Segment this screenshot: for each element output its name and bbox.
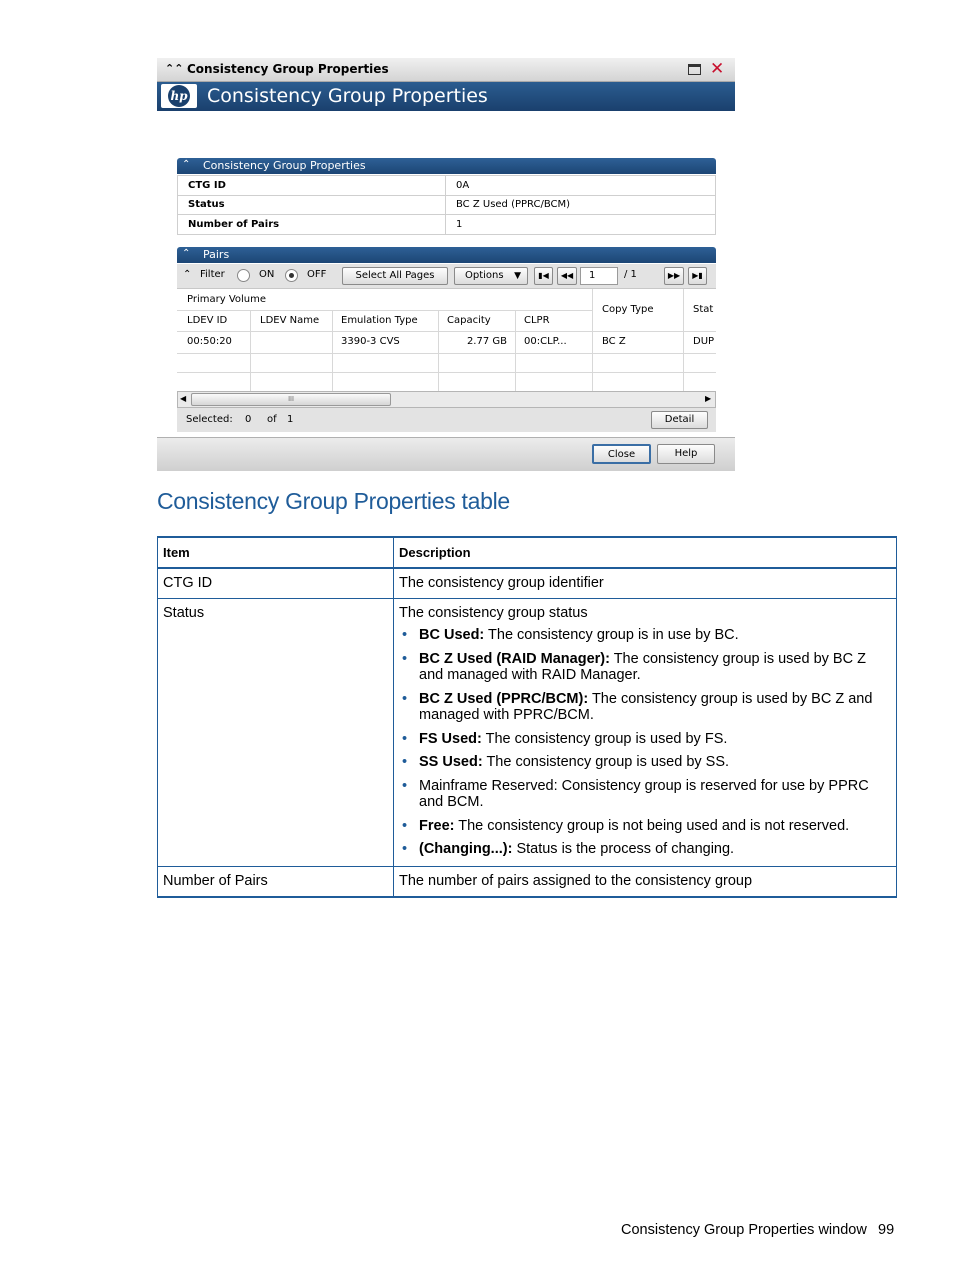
detail-button[interactable]: Detail <box>651 411 708 429</box>
help-button[interactable]: Help <box>657 444 715 464</box>
primary-volume-group-header: Primary Volume <box>187 294 267 305</box>
filter-collapse-icon[interactable]: ⌃ <box>183 269 192 280</box>
grid-divider <box>177 372 716 373</box>
table-header-row <box>158 537 897 568</box>
grid-divider <box>683 289 684 393</box>
previous-page-icon[interactable]: ◀◀ <box>557 267 577 285</box>
filter-off-radio[interactable] <box>285 269 298 282</box>
list-item <box>399 818 891 835</box>
grid-divider <box>332 310 333 393</box>
item-cell: CTG ID <box>158 568 394 599</box>
scroll-right-icon[interactable]: ▶ <box>705 394 712 403</box>
description-cell: The consistency group identifier <box>394 568 897 599</box>
description-table <box>157 536 897 898</box>
banner-title: Consistency Group Properties <box>207 85 488 107</box>
list-item <box>399 627 891 644</box>
bullet-term: SS Used: <box>419 754 483 770</box>
property-key: Status <box>178 195 446 215</box>
collapse-chevron-icon: ⌃ <box>182 248 191 259</box>
close-icon[interactable]: ✕ <box>710 59 725 79</box>
properties-panel-header[interactable] <box>177 158 716 174</box>
properties-panel-title: Consistency Group Properties <box>203 159 366 172</box>
header-item: Item <box>158 537 394 568</box>
window-title: Consistency Group Properties <box>187 62 389 76</box>
close-button[interactable]: Close <box>592 444 651 464</box>
cell-status[interactable]: DUP <box>693 336 715 347</box>
cell-capacity[interactable]: 2.77 GB <box>466 336 507 347</box>
hp-logo-icon <box>161 84 197 108</box>
cell-clpr[interactable]: 00:CLP... <box>524 336 567 347</box>
pairs-panel-title: Pairs <box>203 248 230 261</box>
first-page-icon[interactable]: ▮◀ <box>534 267 553 285</box>
pairs-grid <box>177 289 716 393</box>
table-row <box>158 568 897 599</box>
footer-section-title: Consistency Group Properties window <box>621 1222 867 1238</box>
bullet-term: BC Z Used (RAID Manager): <box>419 650 610 667</box>
filter-label: Filter <box>200 269 225 280</box>
column-header-status[interactable]: Stat <box>693 304 714 315</box>
collapse-chevron-icon[interactable]: ⌃⌃ <box>165 62 184 75</box>
dropdown-arrow-icon: ▼ <box>514 271 521 281</box>
cell-copy-type[interactable]: BC Z <box>602 336 626 347</box>
grid-divider <box>177 353 716 354</box>
bullet-term: BC Used: <box>419 627 485 643</box>
cell-emulation-type[interactable]: 3390-3 CVS <box>341 336 400 347</box>
grid-divider <box>515 310 516 393</box>
grid-divider <box>592 289 593 393</box>
window-titlebar <box>157 58 735 82</box>
list-item <box>399 651 891 684</box>
bullet-text: The consistency group is used by FS. <box>481 730 728 747</box>
item-cell: Status <box>158 599 394 867</box>
grid-divider <box>438 310 439 393</box>
filter-on-label: ON <box>259 269 275 280</box>
grid-divider <box>177 310 592 311</box>
page-total: / 1 <box>624 269 637 280</box>
properties-table <box>177 175 716 235</box>
scroll-left-icon[interactable]: ◀ <box>180 394 187 403</box>
cell-ldev-id[interactable]: 00:50:20 <box>187 336 232 347</box>
hp-logo-text: hp <box>168 85 190 107</box>
bullet-text: The consistency group is not being used and is not reserved. <box>454 817 850 834</box>
options-label: Options <box>465 270 504 281</box>
page-number-input[interactable]: 1 <box>580 267 618 285</box>
bullet-term: Free: <box>419 817 455 834</box>
page-number: 99 <box>878 1222 895 1238</box>
property-value: 0A <box>446 176 716 196</box>
maximize-icon[interactable] <box>688 64 701 75</box>
property-key: CTG ID <box>178 176 446 196</box>
selected-count: 0 <box>245 414 252 425</box>
properties-window <box>157 58 735 471</box>
pairs-toolbar <box>177 264 716 289</box>
bullet-text: The consistency group is used by BC Z and managed with PPRC/BCM. <box>419 690 873 723</box>
property-key: Number of Pairs <box>178 215 446 235</box>
column-header-emulation-type[interactable]: Emulation Type <box>341 315 418 326</box>
window-banner <box>157 82 735 111</box>
bullet-text: Status is the process of changing. <box>512 841 735 857</box>
table-row <box>158 599 897 867</box>
column-header-clpr[interactable]: CLPR <box>524 315 550 326</box>
filter-on-radio[interactable] <box>237 269 250 282</box>
description-cell: The number of pairs assigned to the consistency group <box>394 866 897 897</box>
table-row <box>158 866 897 897</box>
total-count: 1 <box>287 414 294 425</box>
bullet-term: FS Used: <box>419 730 482 747</box>
table-row <box>178 176 716 196</box>
bullet-text: The consistency group is in use by BC. <box>484 627 739 643</box>
next-page-icon[interactable]: ▶▶ <box>664 267 684 285</box>
filter-off-label: OFF <box>307 269 327 280</box>
list-item <box>399 841 891 858</box>
bullet-text: The consistency group is used by SS. <box>482 754 730 770</box>
column-header-copy-type[interactable]: Copy Type <box>602 304 654 315</box>
description-cell <box>394 599 897 867</box>
scroll-thumb[interactable]: III <box>191 393 391 406</box>
table-row <box>178 195 716 215</box>
table-row <box>178 215 716 235</box>
pairs-panel-header[interactable] <box>177 247 716 263</box>
property-value: 1 <box>446 215 716 235</box>
of-label: of <box>267 414 277 425</box>
collapse-chevron-icon: ⌃ <box>182 159 191 170</box>
grid-divider <box>177 331 716 332</box>
bullet-term: (Changing...): <box>419 841 513 857</box>
horizontal-scrollbar[interactable] <box>177 391 716 408</box>
column-header-ldev-id[interactable]: LDEV ID <box>187 315 228 326</box>
grid-divider <box>250 310 251 393</box>
list-item <box>399 731 891 748</box>
last-page-icon[interactable]: ▶▮ <box>688 267 707 285</box>
section-heading: Consistency Group Properties table <box>157 488 510 514</box>
list-item <box>399 778 891 811</box>
column-header-ldev-name[interactable]: LDEV Name <box>260 315 320 326</box>
property-value: BC Z Used (PPRC/BCM) <box>446 195 716 215</box>
window-footer <box>157 437 735 471</box>
item-cell: Number of Pairs <box>158 866 394 897</box>
status-description: The consistency group status <box>399 605 588 621</box>
select-all-pages-button[interactable]: Select All Pages <box>342 267 448 285</box>
bullet-term: BC Z Used (PPRC/BCM): <box>419 690 589 707</box>
list-item <box>399 691 891 724</box>
bullet-text: The consistency group is used by BC Z and managed with RAID Manager. <box>419 650 866 683</box>
selection-status-bar <box>177 408 716 432</box>
column-header-capacity[interactable]: Capacity <box>447 315 491 326</box>
list-item <box>399 754 891 771</box>
bullet-text: Mainframe Reserved: Consistency group is reserved for use by PPRC and BCM. <box>419 777 869 810</box>
selected-label: Selected: <box>186 414 233 425</box>
header-description: Description <box>394 537 897 568</box>
options-button[interactable] <box>454 267 528 285</box>
status-bullet-list <box>399 627 891 858</box>
